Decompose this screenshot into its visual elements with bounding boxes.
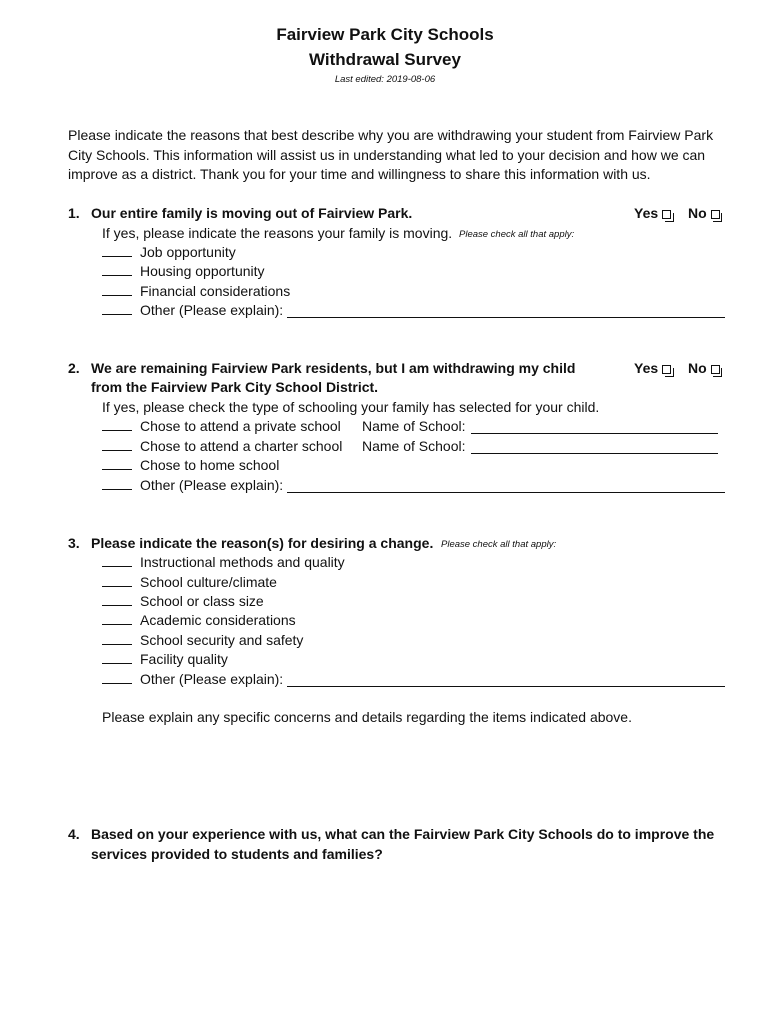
check-blank[interactable] [102, 672, 132, 684]
page-subtitle: Withdrawal Survey [309, 50, 461, 69]
no-label: No [688, 205, 707, 221]
q2-question-line2: from the Fairview Park City School District. [91, 379, 379, 395]
private-school-name-line[interactable] [471, 433, 718, 434]
q3-option[interactable]: School security and safety [102, 632, 303, 648]
q3-option[interactable]: Other (Please explain): [102, 671, 283, 687]
q1-option[interactable]: Financial considerations [102, 283, 290, 299]
q1-option[interactable]: Job opportunity [102, 244, 236, 260]
q1-no-checkbox-icon[interactable] [711, 210, 720, 219]
q4-number: 4. [68, 826, 80, 842]
q2-option[interactable]: Chose to home school [102, 457, 279, 473]
check-blank[interactable] [102, 633, 132, 645]
q3-number: 3. [68, 535, 80, 551]
q4-question-line2: services provided to students and families? [91, 846, 383, 862]
q3-option[interactable]: Facility quality [102, 651, 228, 667]
q2-no-option[interactable] [688, 360, 720, 376]
charter-school-name-line[interactable] [471, 453, 718, 454]
q2-number: 2. [68, 360, 80, 376]
q3-explain: Please explain any specific concerns and details regarding the items indicated above. [102, 709, 632, 725]
name-of-school-label: Name of School: [362, 438, 466, 454]
q3-option[interactable]: School or class size [102, 593, 264, 609]
q1-option[interactable]: Housing opportunity [102, 263, 265, 279]
q2-other-line[interactable] [287, 492, 725, 493]
q4-question-line1: Based on your experience with us, what can the Fairview Park City Schools do to improve the [91, 826, 715, 842]
q2-question-line1: We are remaining Fairview Park residents, but I am withdrawing my child [91, 360, 576, 376]
q1-other-line[interactable] [287, 317, 725, 318]
q3-other-line[interactable] [287, 686, 725, 687]
check-blank[interactable] [102, 575, 132, 587]
q2-yes-option[interactable] [634, 360, 671, 376]
q3-option[interactable]: School culture/climate [102, 574, 277, 590]
last-edited: Last edited: 2019-08-06 [334, 74, 436, 85]
name-of-school-label: Name of School: [362, 418, 466, 434]
check-blank[interactable] [102, 245, 132, 257]
check-blank[interactable] [102, 555, 132, 567]
check-blank[interactable] [102, 478, 132, 490]
intro-paragraph: Please indicate the reasons that best describe why you are withdrawing your student from Fairview Park City Schools. This information will assist us in understanding what led to your decision and how we can improve as a district. Thank you for your time and willingness to share this information with us. [68, 127, 714, 183]
check-blank[interactable] [102, 594, 132, 606]
q3-option[interactable]: Academic considerations [102, 612, 296, 628]
q3-question: Please indicate the reason(s) for desiring a change. [91, 535, 434, 551]
q1-no-option[interactable] [688, 205, 720, 221]
q2-no-checkbox-icon[interactable] [711, 365, 720, 374]
q3-note: Please check all that apply: [441, 539, 557, 550]
q1-sub: If yes, please indicate the reasons your family is moving. [102, 225, 453, 241]
check-blank[interactable] [102, 303, 132, 315]
yes-label: Yes [634, 205, 659, 221]
q1-yes-checkbox-icon[interactable] [662, 210, 671, 219]
check-blank[interactable] [102, 284, 132, 296]
q2-option[interactable]: Chose to attend a charter school [102, 438, 342, 454]
check-blank[interactable] [102, 458, 132, 470]
q1-option[interactable]: Other (Please explain): [102, 302, 283, 318]
check-blank[interactable] [102, 264, 132, 276]
check-blank[interactable] [102, 439, 132, 451]
q2-option[interactable]: Chose to attend a private school [102, 418, 341, 434]
q1-yes-option[interactable] [634, 205, 671, 221]
yes-label: Yes [634, 360, 659, 376]
q2-yes-checkbox-icon[interactable] [662, 365, 671, 374]
check-blank[interactable] [102, 652, 132, 664]
q1-note: Please check all that apply: [459, 229, 575, 240]
check-blank[interactable] [102, 613, 132, 625]
q2-sub: If yes, please check the type of schooling your family has selected for your child. [102, 399, 600, 415]
check-blank[interactable] [102, 419, 132, 431]
page-title: Fairview Park City Schools [276, 25, 494, 44]
no-label: No [688, 360, 707, 376]
q2-option[interactable]: Other (Please explain): [102, 477, 283, 493]
q1-question: Our entire family is moving out of Fairview Park. [91, 205, 413, 221]
q3-option[interactable]: Instructional methods and quality [102, 554, 345, 570]
q1-number: 1. [68, 205, 80, 221]
